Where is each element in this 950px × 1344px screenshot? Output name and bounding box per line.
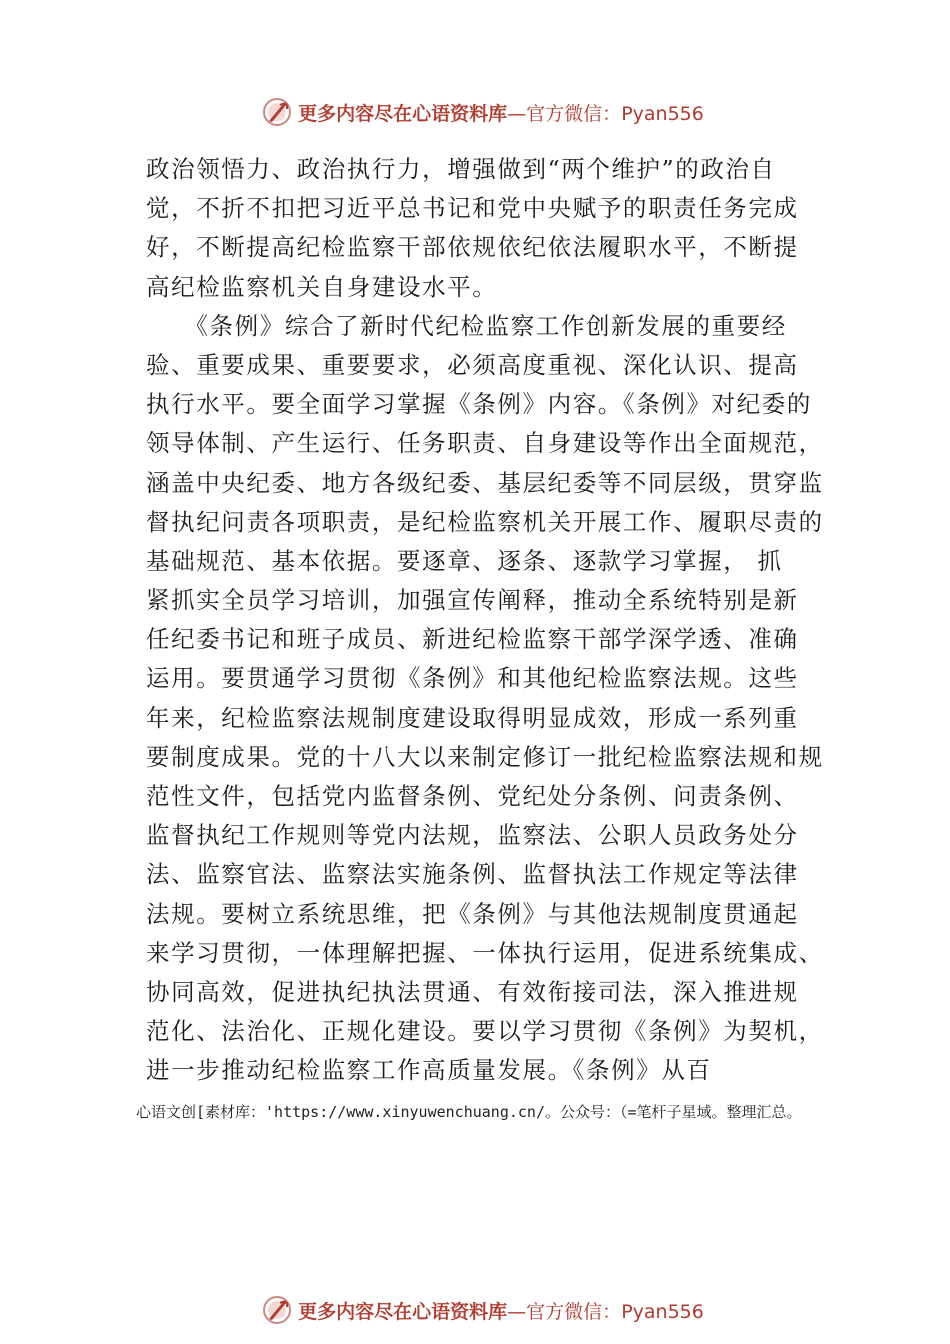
banner-dash: — (507, 1300, 527, 1323)
body-line: 范性文件，包括党内监督条例、党纪处分条例、问责条例、 (146, 782, 799, 810)
quill-pen-logo-icon (262, 1295, 292, 1325)
banner-wechat-id: Pyan556 (621, 102, 704, 125)
banner-wechat-id: Pyan556 (621, 1300, 704, 1323)
body-line: 范化、法治化、正规化建设。要以学习贯彻《条例》为契机， (146, 1017, 824, 1046)
banner-lead-text: 更多内容尽在心语资料库 (298, 1300, 508, 1323)
body-line: 协同高效，促进执纪执法贯通、有效衔接司法，深入推进规 (146, 977, 799, 1006)
document-body (146, 150, 826, 1091)
body-line: 政治领悟力、政治执行力，增强做到“两个维护”的政治自 (146, 155, 776, 183)
body-line: 基础规范、基本依据。要逐章、逐条、逐款学习掌握， 抓 (146, 546, 783, 575)
body-line: 年来，纪检监察法规制度建设取得明显成效，形成一系列重 (146, 703, 799, 732)
body-line: 执行水平。要全面学习掌握《条例》内容。《条例》对纪委的 (146, 390, 812, 419)
header-banner (0, 92, 950, 132)
body-line: 高纪检监察机关自身建设水平。 (146, 272, 498, 301)
body-line: 领导体制、产生运行、任务职责、自身建设等作出全面规范， (146, 429, 824, 458)
body-line: 好，不断提高纪检监察干部依规依纪依法履职水平，不断提 (146, 233, 799, 262)
footer-banner (0, 1290, 950, 1330)
body-line: 紧抓实全员学习培训，加强宣传阐释，推动全系统特别是新 (146, 586, 799, 615)
body-line: 验、重要成果、重要要求，必须高度重视、深化认识、提高 (146, 350, 799, 379)
banner-wechat-label: 官方微信： (526, 1300, 622, 1323)
quill-pen-logo-icon (262, 97, 292, 127)
body-line: 法规。要树立系统思维，把《条例》与其他法规制度贯通起 (146, 899, 799, 928)
body-line: 觉，不折不扣把习近平总书记和党中央赋予的职责任务完成 (146, 194, 799, 223)
body-line: 涵盖中央纪委、地方各级纪委、基层纪委等不同层级，贯穿监 (146, 468, 824, 497)
body-line: 法、监察官法、监察法实施条例、监督执法工作规定等法律 (146, 860, 799, 889)
body-line: 《条例》综合了新时代纪检监察工作创新发展的重要经 (146, 311, 787, 340)
footer-banner-text (298, 1297, 704, 1324)
body-line: 运用。要贯通学习贯彻《条例》和其他纪检监察法规。这些 (146, 664, 799, 693)
body-line: 督执纪问责各项职责，是纪检监察机关开展工作、履职尽责的 (146, 507, 824, 536)
body-line: 监督执纪工作规则等党内法规，监察法、公职人员政务处分 (146, 821, 799, 850)
body-line: 任纪委书记和班子成员、新进纪检监察干部学深学透、准确 (146, 625, 799, 654)
source-note: 心语文创[素材库：'https://www.xinyuwenchuang.cn/。公众号：（=笔杆子星域。整理汇总。 (136, 1103, 802, 1121)
body-line: 进一步推动纪检监察工作高质量发展。《条例》从百 (146, 1056, 712, 1085)
body-line: 来学习贯彻，一体理解把握、一体执行运用，促进系统集成、 (146, 938, 824, 967)
header-banner-text (298, 99, 704, 126)
body-line: 要制度成果。党的十八大以来制定修订一批纪检监察法规和规 (146, 742, 824, 771)
banner-wechat-label: 官方微信： (526, 102, 622, 125)
banner-lead-text: 更多内容尽在心语资料库 (298, 102, 508, 125)
banner-dash: — (507, 102, 527, 125)
